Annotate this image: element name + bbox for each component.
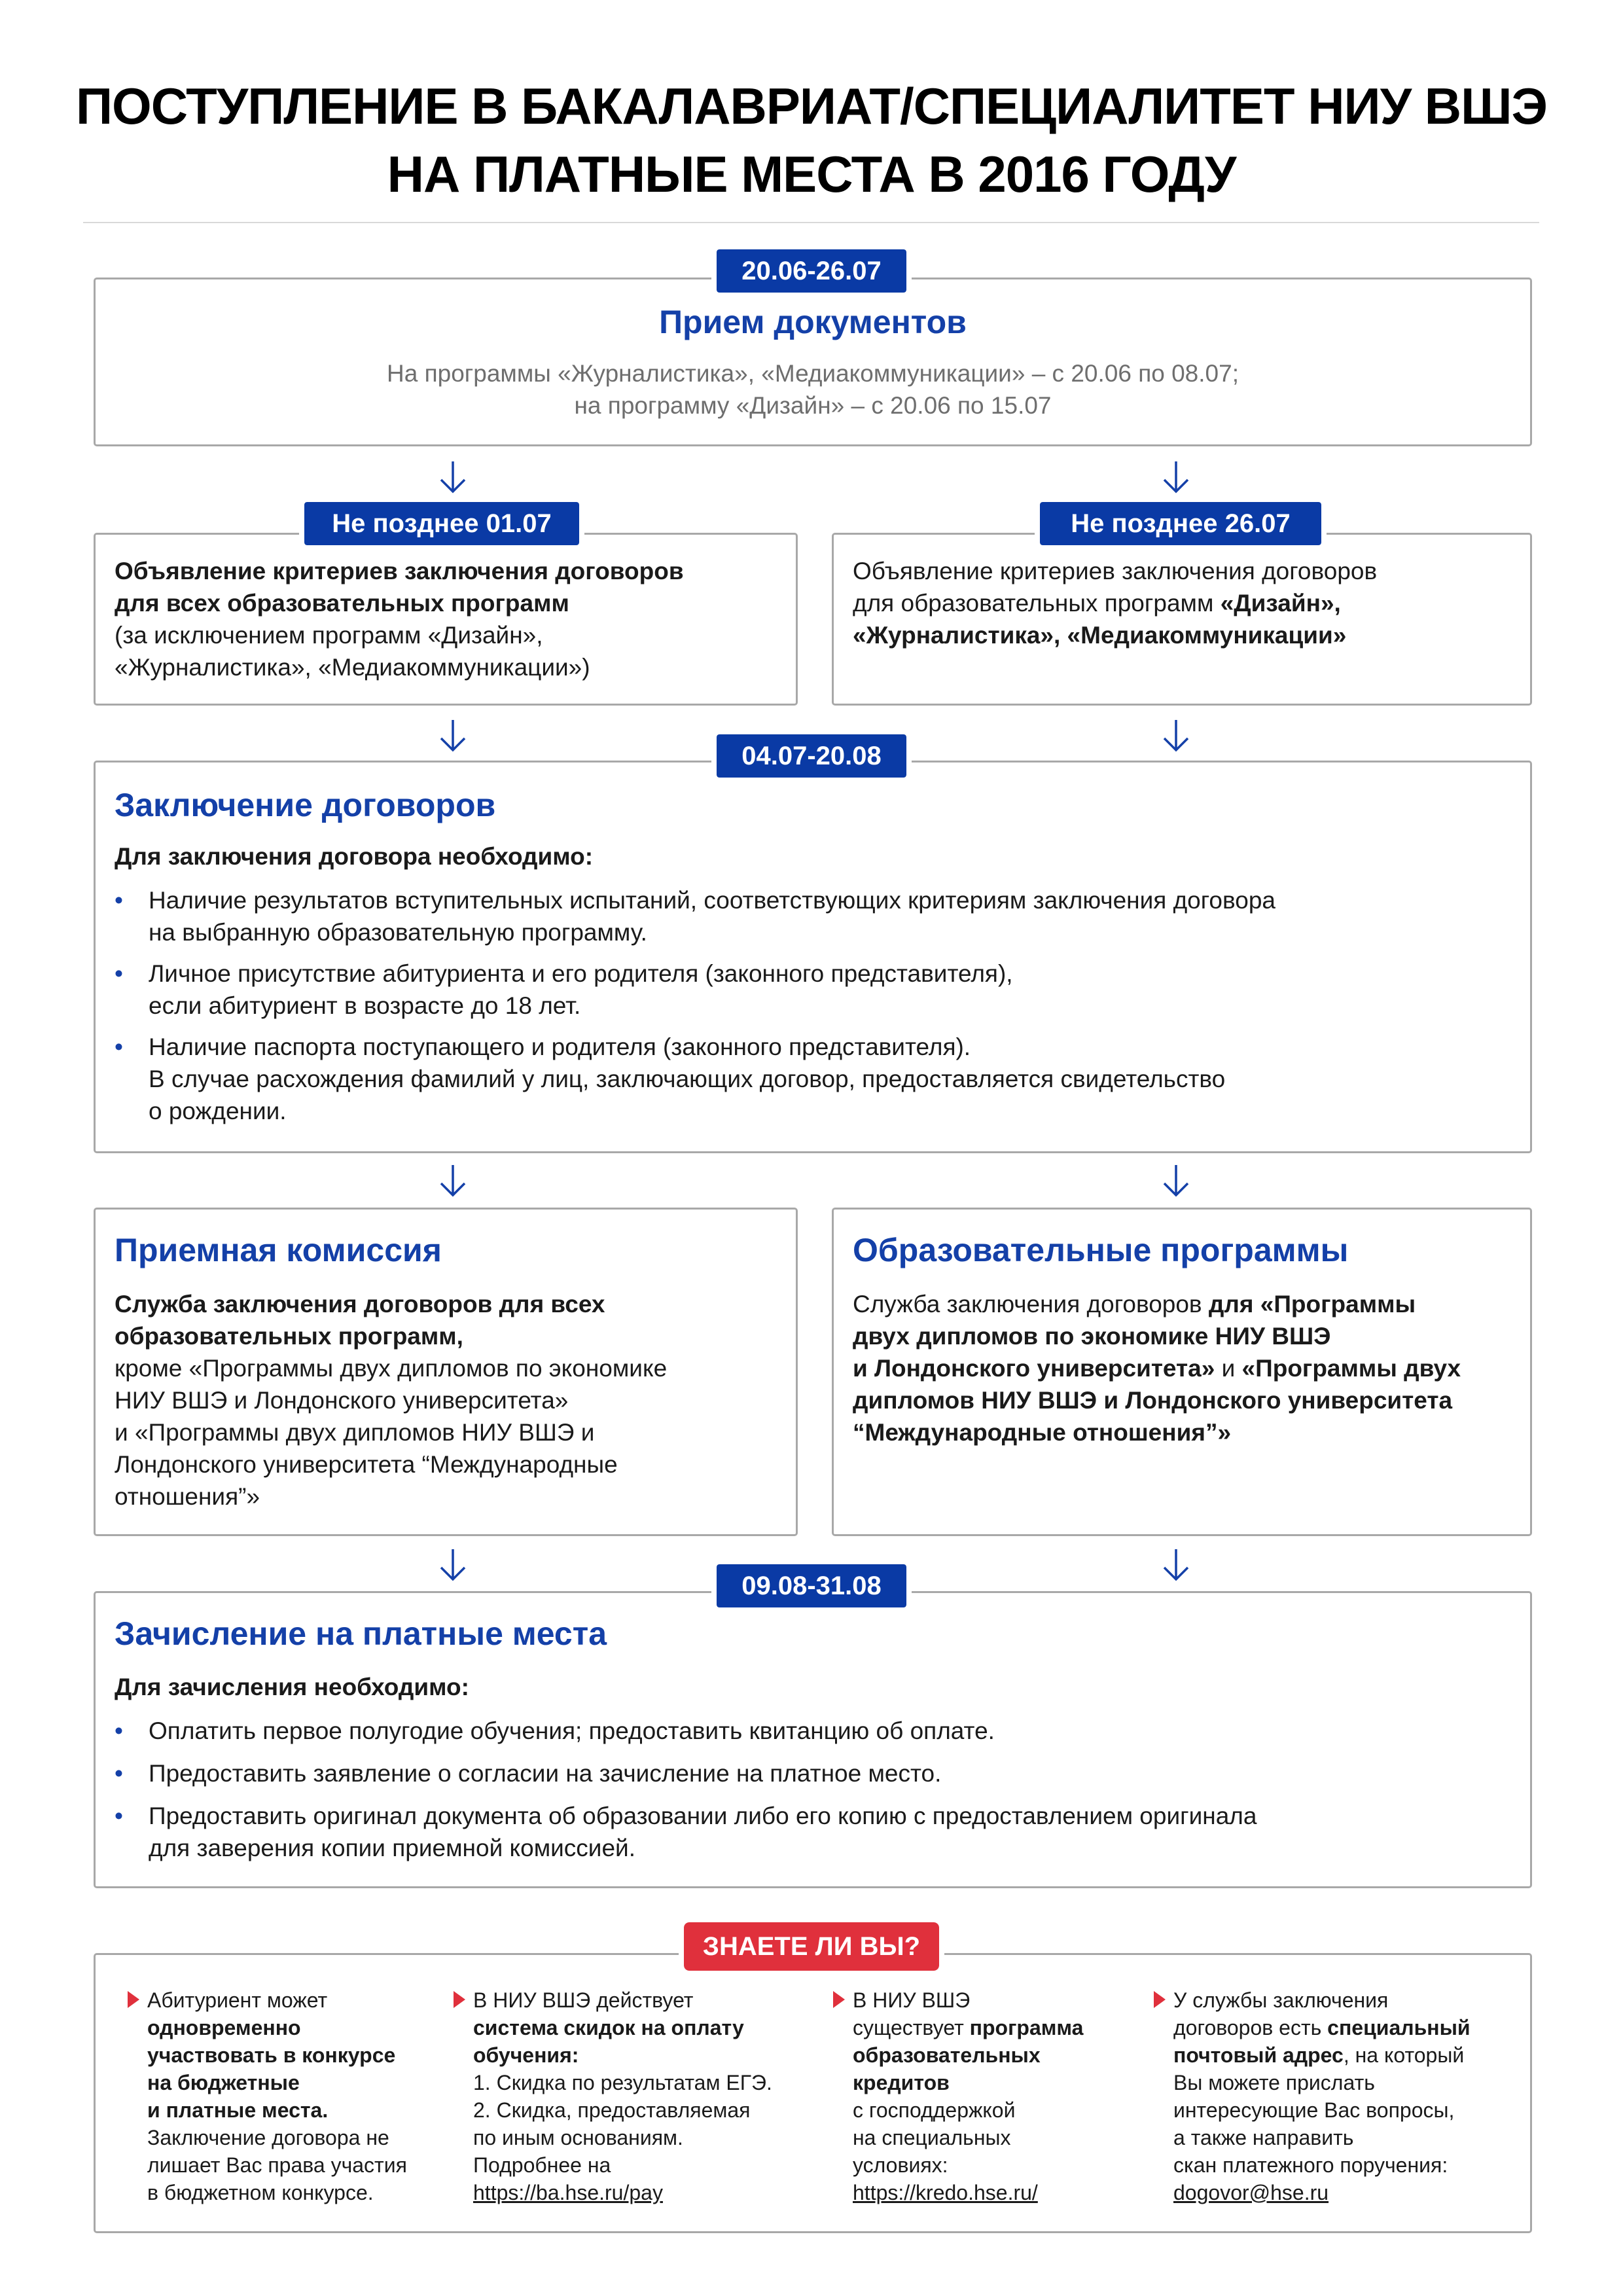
educational-programs-heading: Образовательные программы [853, 1232, 1349, 1268]
educational-programs-line-1b: для «Программы [1208, 1291, 1416, 1318]
title-divider [83, 222, 1539, 223]
triangle-right-icon [128, 1991, 139, 2008]
arrow-down-icon [1162, 460, 1190, 494]
fact-2-line-4: 1. Скидка по результатам ЕГЭ. [473, 2071, 772, 2094]
contracts-date-tag: 04.07-20.08 [717, 734, 906, 778]
fact-4-line-7: скан платежного поручения: [1173, 2153, 1448, 2177]
page-title [0, 72, 1623, 208]
page-title-line-1: ПОСТУПЛЕНИЕ В БАКАЛАВРИАТ/СПЕЦИАЛИТЕТ НИУ ВШЭ [75, 77, 1548, 135]
fact-2-line-1: В НИУ ВШЭ действует [473, 1988, 694, 2012]
contracts-item-3-line-2: В случае расхождения фамилий у лиц, заключающих договор, предоставляется свидетельство [149, 1066, 1226, 1092]
fact-postal-address [1173, 1986, 1514, 2206]
fact-parallel-contests [147, 1986, 442, 2206]
enrollment-item [115, 1757, 1515, 1789]
contracts-item-3-line-3: о рождении. [149, 1098, 287, 1124]
admissions-office-line-5: и «Программы двух дипломов НИУ ВШЭ и [115, 1419, 595, 1446]
enrollment-subheading: Для зачисления необходимо: [115, 1674, 469, 1700]
admissions-office-text [115, 1288, 789, 1513]
educational-programs-line-2: двух дипломов по экономике НИУ ВШЭ [853, 1323, 1331, 1350]
email-link[interactable]: dogovor@hse.ru [1173, 2181, 1329, 2204]
fact-1-line-5: и платные места. [147, 2098, 329, 2122]
contracts-subheading: Для заключения договора необходимо: [115, 843, 594, 870]
fact-4-line-6: а также направить [1173, 2126, 1354, 2149]
educational-programs-line-3 [853, 1352, 1527, 1384]
contracts-item-1-line-2: на выбранную образовательную программу. [149, 919, 647, 946]
fact-4-line-2b: специальный [1327, 2016, 1471, 2039]
fact-1-line-1: Абитуриент может [147, 1988, 328, 2012]
criteria-special-programs-date-tag: Не позднее 26.07 [1040, 502, 1321, 545]
fact-4-line-1: У службы заключения [1173, 1988, 1389, 2012]
credits-link[interactable]: https://kredo.hse.ru/ [853, 2181, 1038, 2204]
fact-discounts [473, 1986, 813, 2206]
criteria-all-programs-line-2: для всех образовательных программ [115, 590, 569, 617]
criteria-special-programs-text [853, 555, 1520, 651]
criteria-all-programs-line-3: (за исключением программ «Дизайн», [115, 622, 543, 649]
fact-1-line-6: Заключение договора не [147, 2126, 389, 2149]
fact-2-line-7: Подробнее на [473, 2153, 611, 2177]
fact-2-line-6: по иным основаниям. [473, 2126, 683, 2149]
enrollment-item-1-line-1: • Оплатить первое полугодие обучения; предоставить квитанцию об оплате. [149, 1717, 995, 1744]
step-documents-heading: Прием документов [659, 304, 967, 340]
educational-programs-line-3c: «Программы двух [1241, 1355, 1461, 1382]
arrow-down-icon [1162, 1548, 1190, 1582]
contracts-item-3-line-1: • Наличие паспорта поступающего и родителя (законного представителя). [149, 1033, 971, 1060]
educational-programs-line-4: дипломов НИУ ВШЭ и Лондонского университета [853, 1387, 1453, 1414]
criteria-all-programs-line-1: Объявление критериев заключения договоров [115, 558, 684, 584]
enrollment-heading: Зачисление на платные места [115, 1615, 607, 1652]
fact-1-line-2: одновременно [147, 2016, 301, 2039]
admissions-office-line-6: Лондонского университета “Международные [115, 1451, 618, 1478]
criteria-all-programs-date-tag: Не позднее 01.07 [304, 502, 579, 545]
fact-4-line-3a: почтовый адрес [1173, 2043, 1344, 2067]
step-documents-line-2: на программу «Дизайн» – с 20.06 по 15.07 [574, 392, 1052, 419]
fact-3-line-6: на специальных [853, 2126, 1011, 2149]
fact-education-credits [853, 1986, 1141, 2206]
enrollment-body [115, 1671, 1515, 1864]
fact-1-line-8: в бюджетном конкурсе. [147, 2181, 374, 2204]
arrow-down-icon [438, 719, 467, 753]
contracts-item-1-line-1: • Наличие результатов вступительных испытаний, соответствующих критериям заключения договора [149, 887, 1275, 914]
fact-4-line-4: Вы можете прислать [1173, 2071, 1375, 2094]
fact-3-line-2 [853, 2014, 1141, 2041]
step-documents-text [94, 357, 1532, 422]
admissions-office-line-4: НИУ ВШЭ и Лондонского университета» [115, 1387, 569, 1414]
enrollment-item-3-line-2: для заверения копии приемной комиссией. [149, 1835, 635, 1861]
fact-1-line-3: участвовать в конкурсе [147, 2043, 396, 2067]
criteria-special-programs-line-2a: для образовательных программ [853, 590, 1221, 617]
educational-programs-line-3b: и [1215, 1355, 1242, 1382]
triangle-right-icon [454, 1991, 465, 2008]
educational-programs-line-1 [853, 1288, 1527, 1320]
did-you-know-tag: ЗНАЕТЕ ЛИ ВЫ? [684, 1922, 939, 1971]
admissions-office-heading: Приемная комиссия [115, 1232, 442, 1268]
fact-3-line-7: условиях: [853, 2153, 948, 2177]
contracts-heading: Заключение договоров [115, 787, 496, 823]
fact-2-line-3: обучения: [473, 2043, 579, 2067]
discounts-link[interactable]: https://ba.hse.ru/pay [473, 2181, 663, 2204]
contracts-item [115, 1031, 1515, 1127]
enrollment-item [115, 1715, 1515, 1747]
step-documents-date-tag: 20.06-26.07 [717, 249, 906, 293]
admissions-office-line-3: кроме «Программы двух дипломов по экономике [115, 1355, 668, 1382]
educational-programs-line-3a: и Лондонского университета» [853, 1355, 1215, 1382]
fact-1-line-7: лишает Вас права участия [147, 2153, 407, 2177]
educational-programs-line-1a: Служба заключения договоров [853, 1291, 1209, 1318]
fact-3-line-5: с господдержкой [853, 2098, 1016, 2122]
fact-3-line-2a: существует [853, 2016, 970, 2039]
educational-programs-line-5: “Международные отношения”» [853, 1419, 1232, 1446]
fact-2-line-2: система скидок на оплату [473, 2016, 744, 2039]
arrow-down-icon [438, 460, 467, 494]
fact-4-line-5: интересующие Вас вопросы, [1173, 2098, 1455, 2122]
page-title-line-2: НА ПЛАТНЫЕ МЕСТА В 2016 ГОДУ [387, 145, 1236, 203]
enrollment-item [115, 1800, 1515, 1864]
criteria-special-programs-line-1: Объявление критериев заключения договоров [853, 558, 1378, 584]
fact-4-line-2 [1173, 2014, 1514, 2041]
admissions-office-line-2: образовательных программ, [115, 1323, 463, 1350]
enrollment-item-2-line-1: • Предоставить заявление о согласии на зачисление на платное место. [149, 1760, 942, 1787]
fact-4-line-2a: договоров есть [1173, 2016, 1328, 2039]
arrow-down-icon [438, 1164, 467, 1198]
contracts-item [115, 958, 1515, 1022]
contracts-item [115, 884, 1515, 948]
arrow-down-icon [1162, 719, 1190, 753]
arrow-down-icon [1162, 1164, 1190, 1198]
admissions-office-line-7: отношения”» [115, 1483, 260, 1510]
fact-3-line-1: В НИУ ВШЭ [853, 1988, 971, 2012]
fact-4-line-3b: , на который [1343, 2043, 1465, 2067]
fact-3-line-2b: программа [969, 2016, 1084, 2039]
fact-3-line-3: образовательных [853, 2043, 1041, 2067]
enrollment-date-tag: 09.08-31.08 [717, 1564, 906, 1607]
enrollment-item-3-line-1: • Предоставить оригинал документа об образовании либо его копию с предоставлением оригинала [149, 1803, 1257, 1829]
fact-1-line-4: на бюджетные [147, 2071, 300, 2094]
educational-programs-text [853, 1288, 1527, 1448]
contracts-item-2-line-2: если абитуриент в возрасте до 18 лет. [149, 992, 581, 1019]
admissions-office-line-1: Служба заключения договоров для всех [115, 1291, 605, 1318]
fact-4-line-3 [1173, 2041, 1514, 2069]
arrow-down-icon [438, 1548, 467, 1582]
triangle-right-icon [1154, 1991, 1166, 2008]
criteria-all-programs-text [115, 555, 789, 683]
triangle-right-icon [833, 1991, 845, 2008]
step-documents-line-1: На программы «Журналистика», «Медиакоммуникации» – с 20.06 по 08.07; [387, 360, 1239, 387]
criteria-special-programs-line-3: «Журналистика», «Медиакоммуникации» [853, 622, 1347, 649]
contracts-body [115, 840, 1515, 1127]
fact-2-line-5: 2. Скидка, предоставляемая [473, 2098, 751, 2122]
criteria-special-programs-line-2 [853, 587, 1520, 619]
fact-3-line-4: кредитов [853, 2071, 950, 2094]
criteria-all-programs-line-4: «Журналистика», «Медиакоммуникации») [115, 654, 590, 681]
criteria-special-programs-line-2b: «Дизайн», [1220, 590, 1341, 617]
contracts-item-2-line-1: • Личное присутствие абитуриента и его родителя (законного представителя), [149, 960, 1013, 987]
